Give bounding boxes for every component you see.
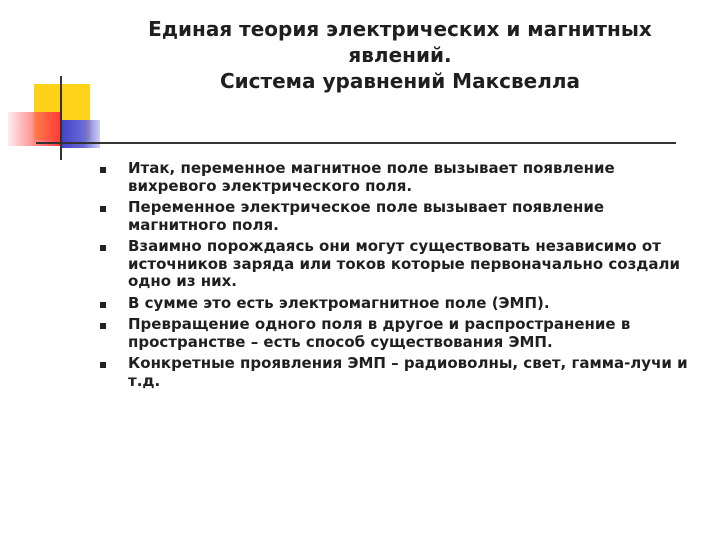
bullet-item [96, 295, 696, 313]
title-line-1: Единая теория электрических и магнитных [148, 17, 652, 41]
decorative-red-block [8, 112, 60, 146]
bullet-text: В сумме это есть электромагнитное поле (ЭМП). [128, 293, 550, 312]
square-bullet-icon [100, 206, 106, 212]
title-divider-line [36, 142, 676, 144]
bullet-text: Переменное электрическое поле вызывает появление магнитного поля. [128, 198, 605, 234]
bullet-list [96, 160, 696, 394]
bullet-item [96, 355, 696, 390]
bullet-item [96, 199, 696, 234]
bullet-text: Итак, переменное магнитное поле вызывает появление вихревого электрического поля. [128, 159, 615, 195]
square-bullet-icon [100, 323, 106, 329]
bullet-item [96, 316, 696, 351]
square-bullet-icon [100, 245, 106, 251]
square-bullet-icon [100, 362, 106, 368]
square-bullet-icon [100, 167, 106, 173]
title-line-2: явлений. [348, 43, 452, 67]
bullet-item [96, 160, 696, 195]
slide-title [110, 16, 690, 94]
square-bullet-icon [100, 302, 106, 308]
bullet-text: Конкретные проявления ЭМП – радиоволны, свет, гамма-лучи и т.д. [128, 354, 688, 390]
bullet-item [96, 238, 696, 291]
bullet-text: Взаимно порождаясь они могут существовать независимо от источников заряда или токов которые первоначально создали одно из них. [128, 237, 681, 290]
title-line-3: Система уравнений Максвелла [219, 69, 581, 93]
bullet-text: Превращение одного поля в другое и распространение в пространстве – есть способ существования ЭМП. [128, 315, 631, 351]
decorative-vertical-line [60, 76, 62, 160]
